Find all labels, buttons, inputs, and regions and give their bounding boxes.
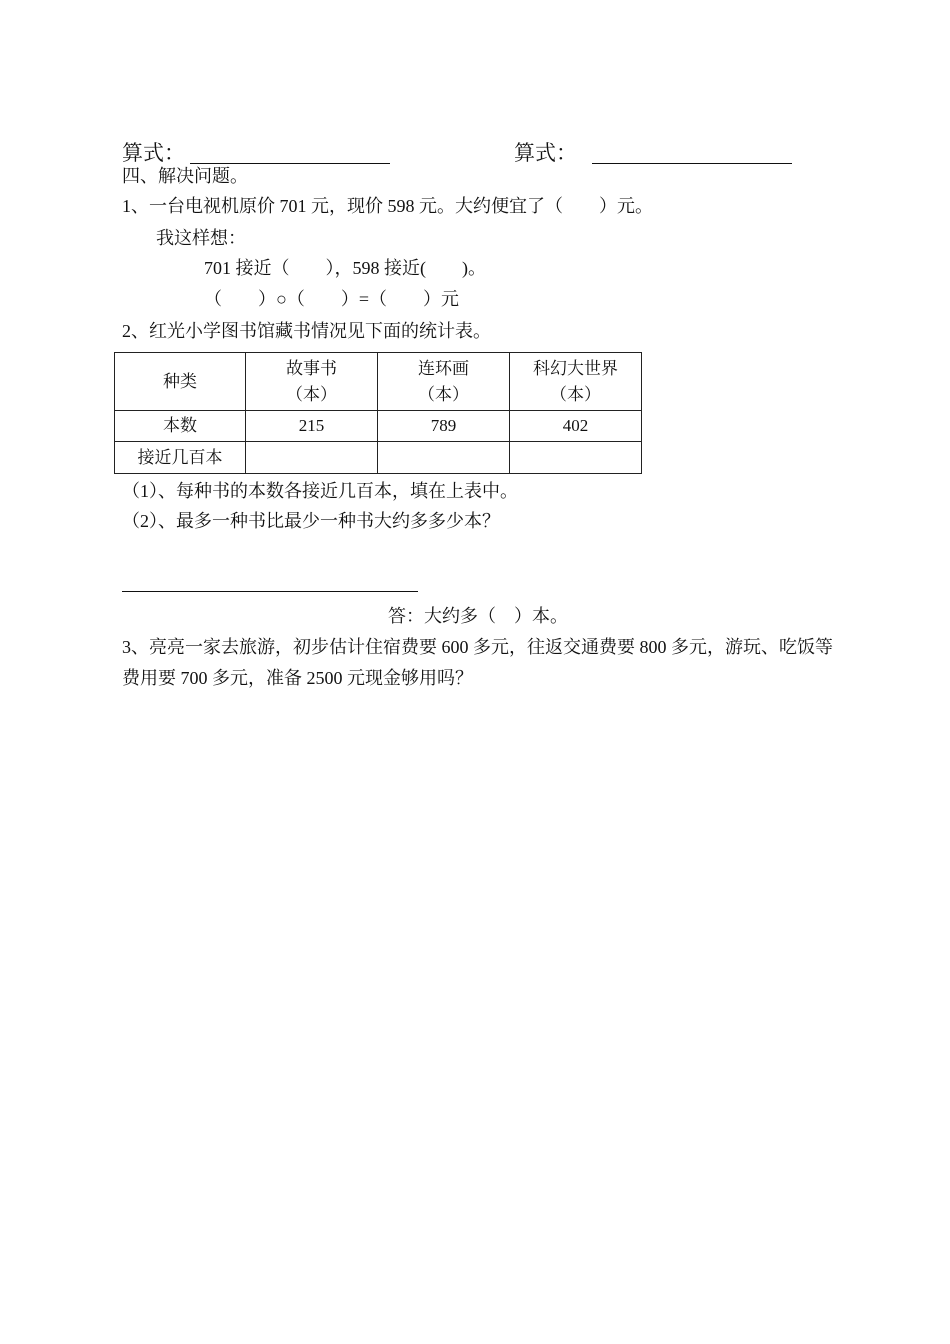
table-header-col3-unit: （本） — [550, 384, 601, 404]
formula-label-right: 算式： — [514, 141, 577, 165]
table-header-col1-unit: （本） — [286, 384, 337, 404]
table-cell-approx-3[interactable] — [510, 442, 642, 474]
table-row-label-approx: 接近几百本 — [115, 442, 246, 474]
table-cell-count-1: 215 — [246, 411, 378, 442]
table-cell-approx-2[interactable] — [378, 442, 510, 474]
table-row — [115, 411, 642, 442]
formula-label-left: 算式： — [122, 141, 185, 165]
table-header-col1 — [246, 353, 378, 411]
q1-approx-line: 701 接近（ ），598 接近( )。 — [204, 258, 486, 278]
table-header-col2-unit: （本） — [418, 384, 469, 404]
q1-text: 1、一台电视机原价 701 元，现价 598 元。大约便宜了（ ）元。 — [122, 196, 653, 216]
q3-line1: 3、亮亮一家去旅游，初步估计住宿费要 600 多元，往返交通费要 800 多元，游玩、吃饭等 — [122, 637, 833, 657]
q3-line2: 费用要 700 多元，准备 2500 元现金够用吗？ — [122, 668, 473, 688]
q1-equation-line: （ ）○（ ）=（ ）元 — [204, 289, 460, 309]
q2-answer: 答：大约多（ ）本。 — [388, 606, 568, 626]
table-header-row — [115, 353, 642, 411]
table-header-col2 — [378, 353, 510, 411]
table-cell-count-2: 789 — [378, 411, 510, 442]
table-header-col2-name: 连环画 — [418, 358, 469, 378]
q2-sub2: （2）、最多一种书比最少一种书大约多多少本？ — [122, 511, 500, 531]
q2-text: 2、红光小学图书馆藏书情况见下面的统计表。 — [122, 321, 491, 341]
table-header-col3-name: 科幻大世界 — [533, 358, 618, 378]
table-cell-count-3: 402 — [510, 411, 642, 442]
q2-sub1: （1）、每种书的本数各接近几百本，填在上表中。 — [122, 481, 518, 501]
table-header-kind: 种类 — [115, 353, 246, 411]
table-header-col1-name: 故事书 — [286, 358, 337, 378]
section-heading: 四、解决问题。 — [122, 166, 248, 186]
table-row-label-count: 本数 — [115, 411, 246, 442]
q2-work-line — [122, 591, 418, 592]
q1-think: 我这样想： — [156, 228, 246, 248]
stat-table — [114, 352, 642, 474]
table-row — [115, 442, 642, 474]
table-header-col3 — [510, 353, 642, 411]
table-cell-approx-1[interactable] — [246, 442, 378, 474]
formula-answer-line-right — [592, 163, 792, 164]
